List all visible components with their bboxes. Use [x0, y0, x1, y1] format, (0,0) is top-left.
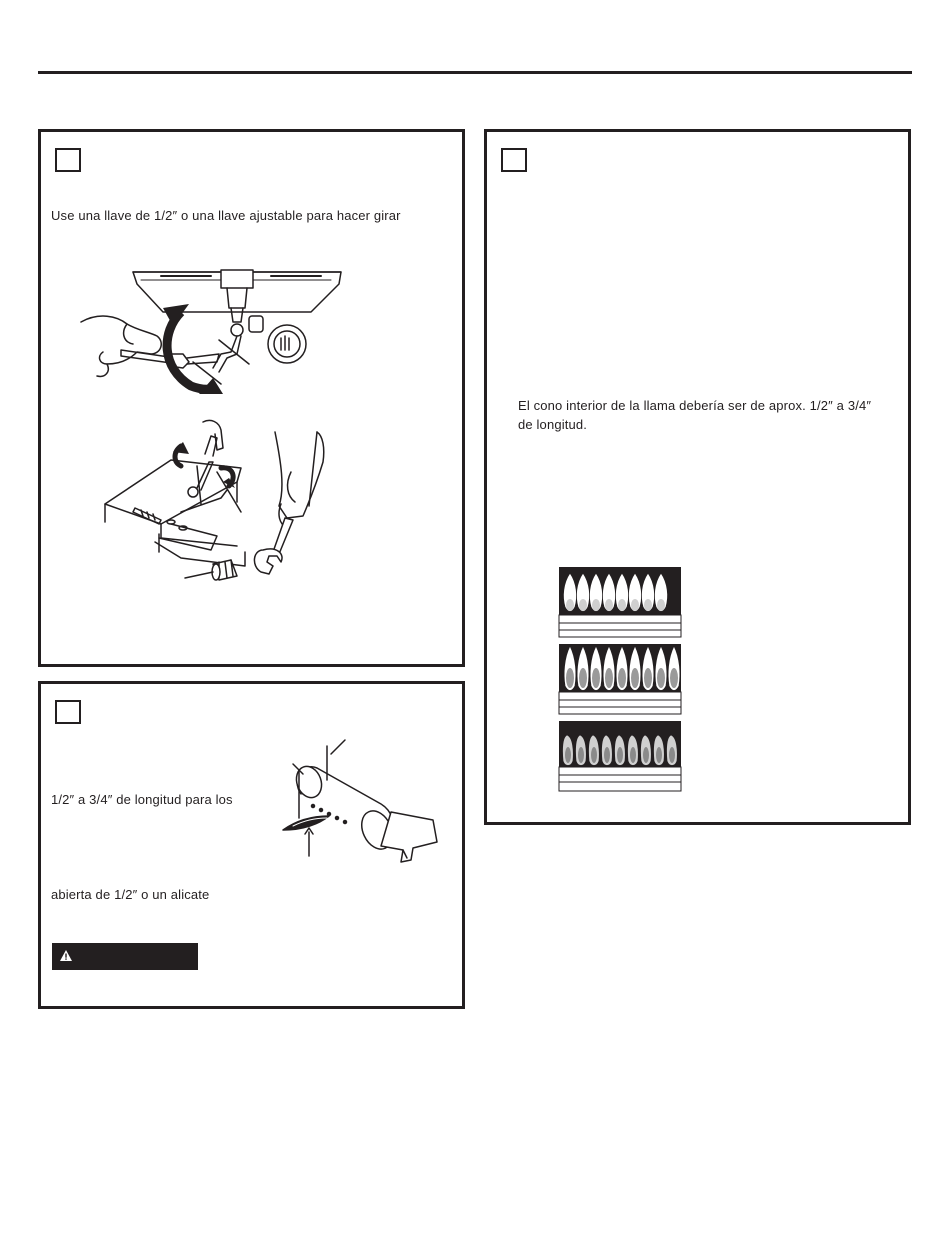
step-number-box [501, 148, 527, 172]
panel-b-instruction-line2: abierta de 1/2″ o un alicate [51, 887, 210, 902]
warning-banner [52, 943, 198, 970]
flame-example-2 [559, 644, 681, 714]
orifice-wrench-illustration [41, 132, 468, 670]
panel-a-instruction: Use una llave de 1/2″ o una llave ajustable para hacer girar [51, 208, 401, 223]
flame-example-1 [559, 567, 681, 637]
header-rule [38, 71, 912, 74]
warning-triangle-icon [60, 950, 72, 962]
panel-b-instruction-line1: 1/2″ a 3/4″ de longitud para los [51, 792, 233, 807]
panel-step-a [38, 129, 465, 667]
panel-step-c [484, 129, 911, 825]
flame-example-3 [559, 721, 681, 791]
panel-c-instruction: El cono interior de la llama debería ser de aprox. 1/2″ a 3/4″ de longitud. [518, 398, 872, 432]
panel-step-b [38, 681, 465, 1009]
